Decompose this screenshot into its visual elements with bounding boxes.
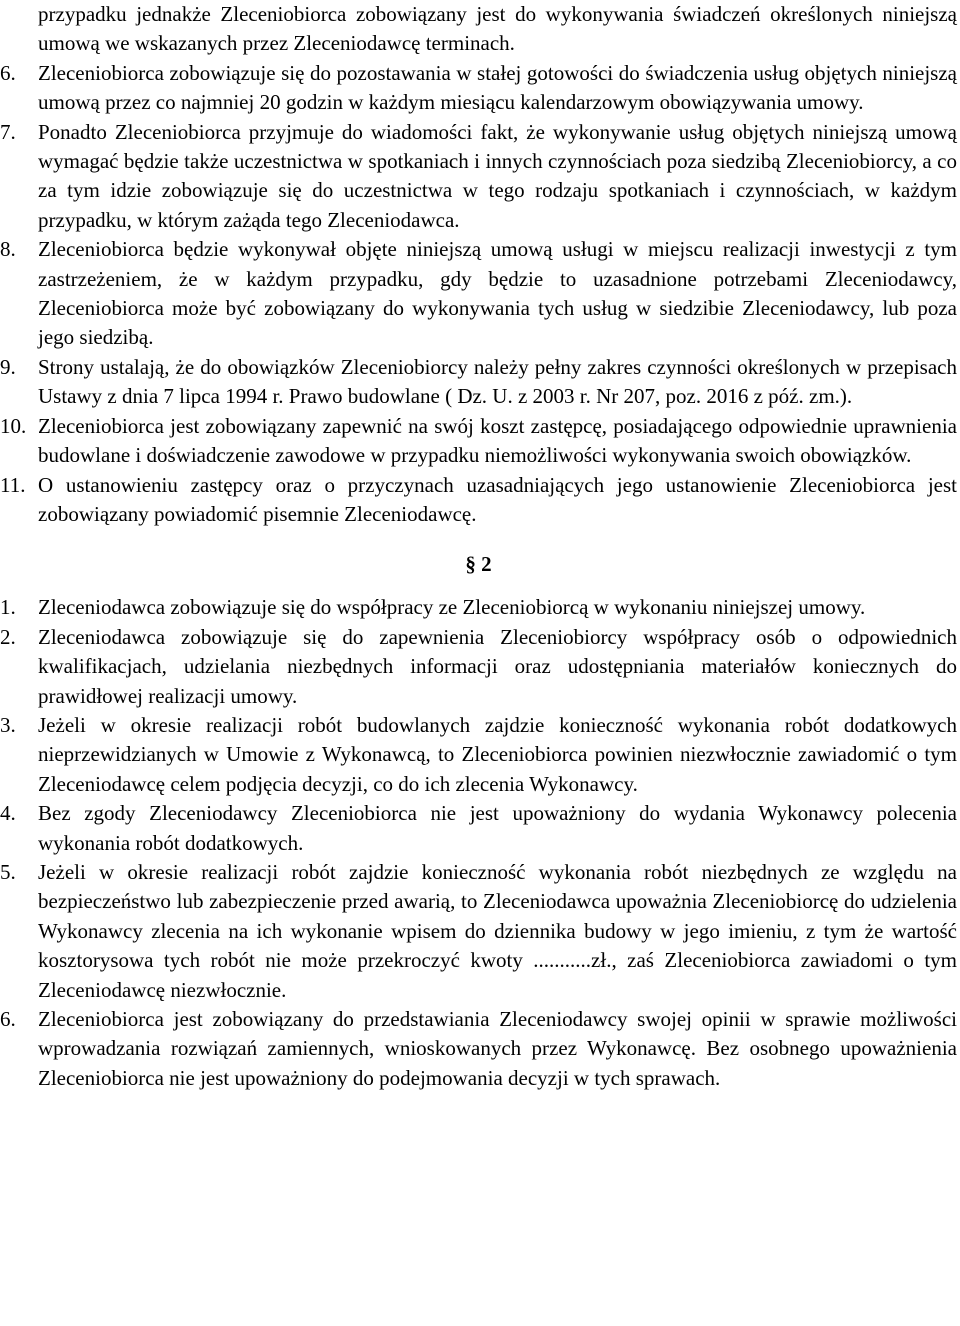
list-item [0, 235, 957, 353]
item-number: 2. [0, 624, 16, 649]
list-item [0, 799, 957, 858]
item-text: O ustanowieniu zastępcy oraz o przyczynach uzasadniających jego ustanowienie Zleceniobiorca jest zobowiązany powiadomić pisemnie Zleceniodawcę. [38, 472, 957, 526]
list-item [0, 593, 957, 622]
item-number: 4. [0, 801, 16, 826]
section-heading: § 2 [465, 552, 492, 577]
section-1-list [0, 59, 957, 530]
item-text: Jeżeli w okresie realizacji robót zajdzie konieczność wykonania robót niezbędnych ze względu na bezpieczeństwo lub zabezpieczenie przed awarią, to Zleceniodawca upoważnia Zleceniobiorcę do udzielenia Wykonawcy zlecenia na ich wykonanie wpisem do dziennika budowy w jego imieniu, z tym że wartość kosztorysowa tych robót nie może przekroczyć kwoty ...........zł., zaś Zleceniobiorca zawiadomi o tym Zleceniodawcę niezwłocznie. [38, 859, 957, 1002]
item-text: Zleceniodawca zobowiązuje się do zapewnienia Zleceniobiorcy współpracy osób o odpowiednich kwalifikacjach, udzielania niezbędnych informacji oraz udostępniania materiałów koniecznych do prawidłowej realizacji umowy. [38, 624, 957, 708]
item-text: Zleceniobiorca będzie wykonywał objęte niniejszą umową usługi w miejscu realizacji inwestycji z tym zastrzeżeniem, że w każdym przypadku, gdy będzie to uzasadnione potrzebami Zleceniodawcy, Zleceniobiorca może być zobowiązany do wykonywania tych usług w siedzibie Zleceniodawcy, lub poza jego siedzibą. [38, 237, 957, 350]
item-text: Jeżeli w okresie realizacji robót budowlanych zajdzie konieczność wykonania robót dodatkowych nieprzewidzianych w Umowie z Wykonawcą, to Zleceniobiorca powinien niezwłocznie zawiadomić o tym Zleceniodawcę celem podjęcia decyzji, co do ich zlecenia Wykonawcy. [38, 712, 957, 796]
item-text: Strony ustalają, że do obowiązków Zleceniobiorcy należy pełny zakres czynności określonych w przepisach Ustawy z dnia 7 lipca 1994 r. Prawo budowlane ( Dz. U. z 2003 r. Nr 207, poz. 2016 z póź. zm.). [38, 354, 957, 409]
item-number: 8. [0, 237, 16, 262]
list-item [0, 471, 957, 530]
list-item [0, 353, 957, 412]
item-text: Zleceniobiorca jest zobowiązany do przedstawiania Zleceniodawcy swojej opinii w sprawie możliwości wprowadzania rozwiązań zamiennych, wnioskowanych przez Wykonawcę. Bez osobnego upoważnienia Zleceniobiorca nie jest upoważniony do podejmowania decyzji w tych sprawach. [38, 1007, 957, 1090]
item-text: Bez zgody Zleceniodawcy Zleceniobiorca nie jest upoważniony do wydania Wykonawcy polecenia wykonania robót dodatkowych. [38, 801, 957, 855]
list-item [0, 711, 957, 799]
section-2-list [0, 593, 957, 1093]
item-number: 9. [0, 354, 16, 379]
item-number: 7. [0, 119, 16, 144]
item-number: 6. [0, 60, 16, 85]
item-text: Zleceniobiorca zobowiązuje się do pozostawania w stałej gotowości do świadczenia usług objętych niniejszą umową przez co najmniej 20 godzin w każdym miesiącu kalendarzowym obowiązywania umowy. [38, 60, 957, 115]
item-number: 1. [0, 595, 16, 620]
intro-continuation: przypadku jednakże Zleceniobiorca zobowiązany jest do wykonywania świadczeń określonych niniejszą umową we wskazanych przez Zleceniodawcę terminach. [38, 2, 957, 56]
item-number: 11. [0, 472, 26, 497]
list-item [0, 59, 957, 118]
list-item [0, 1005, 957, 1093]
list-item [0, 858, 957, 1005]
list-item [0, 118, 957, 236]
list-item [0, 412, 957, 471]
list-item [0, 623, 957, 711]
item-text: Ponadto Zleceniobiorca przyjmuje do wiadomości fakt, że wykonywanie usług objętych niniejszą umową wymagać będzie także uczestnictwa w spotkaniach i innych czynnościach poza siedzibą Zleceniobiorcy, a co za tym idzie zobowiązuje się do uczestnictwa w tego rodzaju spotkaniach i czynnościach, w każdym przypadku, w którym zażąda tego Zleceniodawca. [38, 119, 957, 232]
item-number: 3. [0, 712, 16, 737]
item-number: 10. [0, 413, 27, 438]
item-number: 6. [0, 1007, 16, 1031]
item-number: 5. [0, 859, 16, 884]
item-text: Zleceniodawca zobowiązuje się do współpracy ze Zleceniobiorcą w wykonaniu niniejszej umowy. [38, 595, 866, 620]
item-text: Zleceniobiorca jest zobowiązany zapewnić na swój koszt zastępcę, posiadającego odpowiednie uprawnienia budowlane i doświadczenie zawodowe w przypadku niemożliwości wykonywania swoich obowiązków. [38, 413, 957, 468]
